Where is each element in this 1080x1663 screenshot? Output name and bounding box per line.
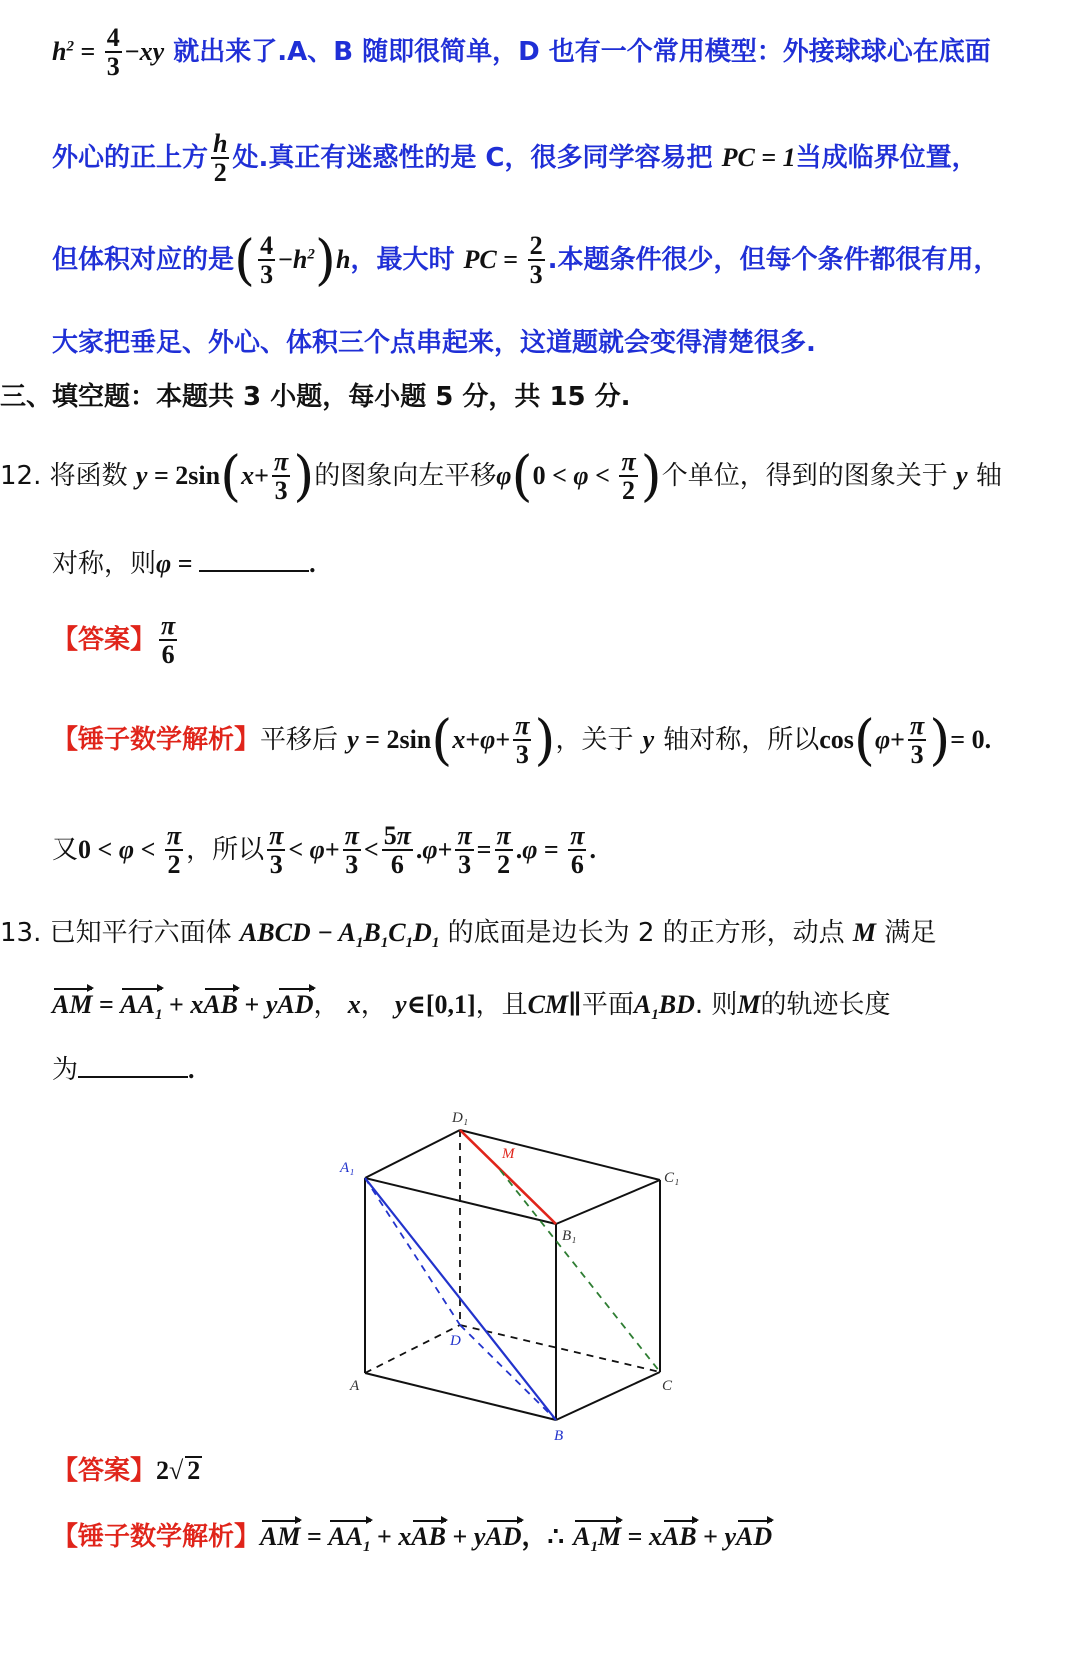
- line-A1D: [365, 1178, 460, 1325]
- q12-answer: 【答案】 $\frac{\pi}{6}$: [52, 611, 176, 670]
- edge-A1D1: [365, 1130, 460, 1178]
- answer-blank: [78, 1056, 188, 1078]
- edge-BC: [556, 1372, 660, 1420]
- label-B: B: [554, 1428, 564, 1444]
- label-C1: C₁: [664, 1170, 680, 1186]
- q12-analysis-line-1: 【锤子数学解析】平移后 y = 2sin(x+φ+ $\frac{\pi}{3}$ )，关于 y 轴对称，所以cos(φ+ $\frac{\pi}{3}$ )= 0.: [52, 708, 992, 772]
- edge-DC: [460, 1325, 660, 1372]
- q13-analysis: 【锤子数学解析】AM = $AA_1$ + xAB + yAD，∴ $A_1M$ = xAB + yAD: [52, 1522, 773, 1556]
- q12-analysis-line-2: 又0 < φ < $\frac{\pi}{2}$ ，所以 $\frac{\pi}{3}$ < φ+ $\frac{\pi}{3}$ < $\frac{5\pi}{6}$ .φ+ $\frac{\pi}{3}$ = $\frac{\pi}{2}$ .φ = $\frac{\pi}{6}$ .: [52, 821, 596, 880]
- label-A: A: [350, 1378, 360, 1394]
- section-heading: 三、填空题：本题共 3 小题，每小题 5 分，共 15 分.: [0, 382, 631, 412]
- para-line-2: 外心的正上方 $\frac{h}{2}$ 处.真正有迷惑性的是 C，很多同学容易把 PC = 1当成临界位置，: [52, 129, 978, 188]
- label-D: D: [450, 1333, 461, 1349]
- edge-D1C1: [460, 1130, 660, 1180]
- label-A1: A₁: [340, 1160, 355, 1176]
- label-M: M: [502, 1146, 515, 1162]
- para-line-4: 大家把垂足、外心、体积三个点串起来，这道题就会变得清楚很多.: [52, 328, 816, 358]
- line-D1B1: [460, 1130, 556, 1224]
- label-B1: B₁: [562, 1228, 577, 1244]
- line-DB: [460, 1325, 556, 1420]
- para-line-1: $h^2$ = $\frac{4}{3}$ −xy 就出来了.A、B 随即很简单，D 也有一个常用模型：外接球球心在底面: [52, 23, 991, 82]
- label-C: C: [662, 1378, 673, 1394]
- label-D1: D₁: [452, 1110, 469, 1126]
- parallelepiped-figure: [330, 1100, 690, 1450]
- line-MC: [500, 1170, 660, 1372]
- answer-blank: [199, 550, 309, 572]
- edge-AD: [365, 1325, 460, 1373]
- edge-AB: [365, 1373, 556, 1420]
- q12-line-1: 12. 将函数 y = 2sin(x+ $\frac{\pi}{3}$ )的图象向左平移φ(0 < φ < $\frac{\pi}{2}$ )个单位，得到的图象关于 y 轴: [0, 444, 1002, 508]
- q13-answer: 【答案】2√ 2: [52, 1456, 201, 1486]
- para-line-3: 但体积对应的是( $\frac{4}{3}$ $-h^2)h$，最大时 PC = $\frac{2}{3}$ .本题条件很少，但每个条件都很有用，: [52, 228, 1000, 292]
- q13-line-1: 13. 已知平行六面体 ABCD − $A_1B_1C_1D_1$ 的底面是边长为 2 的正方形，动点 M 满足: [0, 918, 937, 952]
- q13-line-3: 为 .: [52, 1055, 195, 1085]
- para-text: 就出来了.A、B 随即很简单，D 也有一个常用模型：外接球球心在底面: [173, 36, 991, 67]
- q13-line-2: AM = $AA_1$ + xAB + yAD， x， y∈[0,1]，且CM∥平面$A_1BD$. 则M的轨迹长度: [52, 990, 891, 1024]
- q12-line-2: 对称，则φ = .: [52, 549, 316, 579]
- edge-C1B1: [556, 1180, 660, 1224]
